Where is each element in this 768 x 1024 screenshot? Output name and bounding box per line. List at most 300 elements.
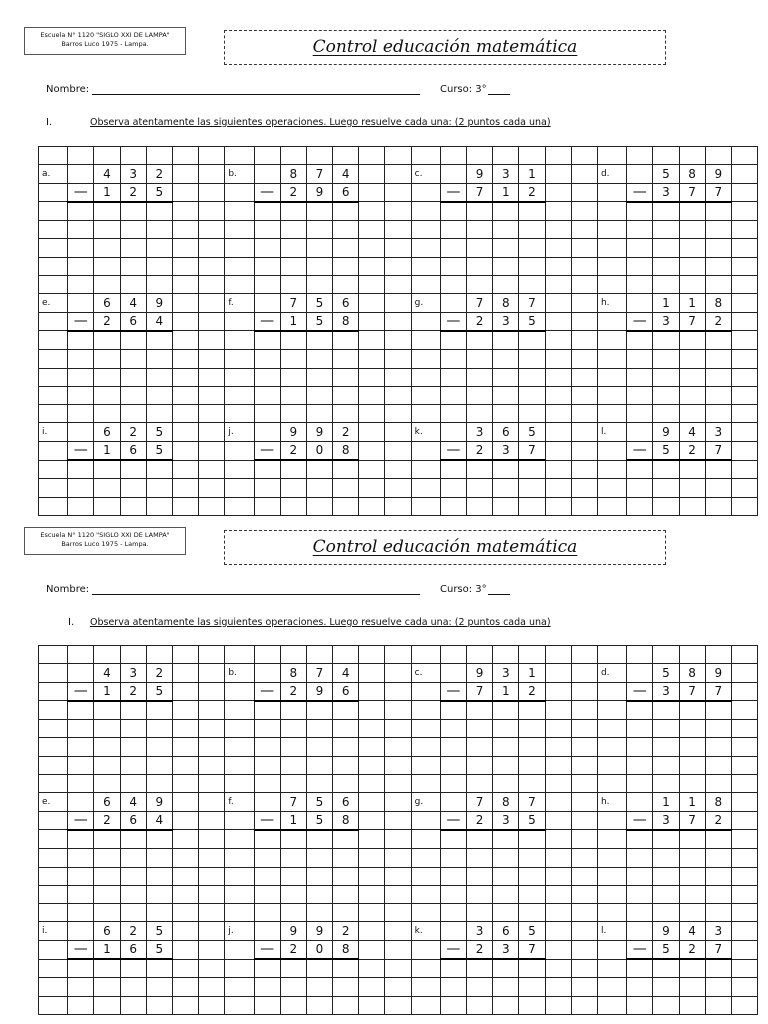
grid-cell[interactable] — [705, 239, 731, 257]
grid-cell[interactable] — [94, 147, 120, 165]
grid-cell[interactable] — [679, 221, 705, 239]
curso-field[interactable] — [488, 94, 510, 95]
grid-cell[interactable] — [440, 221, 466, 239]
grid-cell[interactable] — [679, 996, 705, 1014]
grid-cell[interactable] — [359, 479, 385, 497]
grid-cell[interactable] — [68, 386, 94, 404]
grid-cell[interactable] — [545, 885, 571, 903]
grid-cell[interactable] — [571, 460, 597, 479]
grid-cell[interactable] — [519, 147, 545, 165]
grid-cell[interactable] — [571, 183, 597, 202]
grid-cell[interactable] — [333, 830, 359, 849]
grid-cell[interactable] — [199, 664, 225, 682]
grid-cell[interactable] — [467, 867, 493, 885]
grid-cell[interactable] — [120, 460, 146, 479]
grid-cell[interactable] — [280, 701, 306, 720]
grid-cell[interactable] — [653, 720, 679, 738]
grid-cell[interactable] — [120, 775, 146, 793]
grid-cell[interactable] — [571, 350, 597, 368]
grid-cell[interactable] — [385, 479, 411, 497]
grid-cell[interactable] — [679, 276, 705, 294]
grid-cell[interactable] — [493, 460, 519, 479]
grid-cell[interactable] — [254, 775, 280, 793]
grid-cell[interactable] — [359, 664, 385, 682]
grid-cell[interactable] — [385, 257, 411, 275]
grid-cell[interactable] — [545, 423, 571, 441]
grid-cell[interactable] — [359, 331, 385, 350]
grid-cell[interactable] — [199, 312, 225, 331]
grid-cell[interactable] — [597, 775, 626, 793]
grid-cell[interactable] — [120, 239, 146, 257]
grid-cell[interactable] — [731, 221, 757, 239]
grid-cell[interactable] — [705, 996, 731, 1014]
grid-cell[interactable] — [545, 793, 571, 811]
grid-cell[interactable] — [199, 922, 225, 940]
grid-cell[interactable] — [571, 996, 597, 1014]
grid-cell[interactable] — [94, 756, 120, 774]
grid-cell[interactable] — [653, 756, 679, 774]
grid-cell[interactable] — [120, 221, 146, 239]
grid-cell[interactable] — [199, 405, 225, 423]
grid-cell[interactable] — [597, 312, 626, 331]
grid-cell[interactable] — [39, 682, 68, 701]
grid-cell[interactable] — [545, 867, 571, 885]
grid-cell[interactable] — [146, 276, 172, 294]
grid-cell[interactable] — [120, 202, 146, 221]
grid-cell[interactable] — [597, 331, 626, 350]
grid-cell[interactable] — [359, 221, 385, 239]
grid-cell[interactable] — [679, 756, 705, 774]
grid-cell[interactable] — [172, 276, 198, 294]
grid-cell[interactable] — [120, 885, 146, 903]
grid-cell[interactable] — [705, 978, 731, 996]
grid-cell[interactable] — [172, 682, 198, 701]
grid-cell[interactable] — [440, 239, 466, 257]
grid-cell[interactable] — [254, 350, 280, 368]
grid-cell[interactable] — [411, 720, 440, 738]
grid-cell[interactable] — [94, 202, 120, 221]
grid-cell[interactable] — [731, 331, 757, 350]
grid-cell[interactable] — [359, 978, 385, 996]
grid-cell[interactable] — [519, 849, 545, 867]
grid-cell[interactable] — [225, 867, 254, 885]
grid-cell[interactable] — [68, 959, 94, 978]
grid-cell[interactable] — [731, 701, 757, 720]
grid-cell[interactable] — [120, 720, 146, 738]
grid-cell[interactable] — [493, 405, 519, 423]
grid-cell[interactable] — [653, 701, 679, 720]
grid-cell[interactable] — [39, 996, 68, 1014]
grid-cell[interactable] — [385, 922, 411, 940]
grid-cell[interactable] — [653, 350, 679, 368]
grid-cell[interactable] — [359, 959, 385, 978]
grid-cell[interactable] — [199, 940, 225, 959]
grid-cell[interactable] — [440, 959, 466, 978]
grid-cell[interactable] — [493, 479, 519, 497]
grid-cell[interactable] — [120, 830, 146, 849]
grid-cell[interactable] — [493, 775, 519, 793]
grid-cell[interactable] — [172, 996, 198, 1014]
grid-cell[interactable] — [411, 276, 440, 294]
grid-cell[interactable] — [94, 775, 120, 793]
grid-cell[interactable] — [627, 756, 653, 774]
grid-cell[interactable] — [359, 940, 385, 959]
grid-cell[interactable] — [68, 294, 94, 312]
grid-cell[interactable] — [254, 460, 280, 479]
grid-cell[interactable] — [467, 978, 493, 996]
grid-cell[interactable] — [679, 479, 705, 497]
grid-cell[interactable] — [679, 849, 705, 867]
grid-cell[interactable] — [94, 738, 120, 756]
grid-cell[interactable] — [39, 959, 68, 978]
grid-cell[interactable] — [146, 720, 172, 738]
grid-cell[interactable] — [493, 239, 519, 257]
grid-cell[interactable] — [199, 775, 225, 793]
grid-cell[interactable] — [146, 221, 172, 239]
grid-cell[interactable] — [68, 922, 94, 940]
grid-cell[interactable] — [385, 165, 411, 183]
grid-cell[interactable] — [385, 756, 411, 774]
grid-cell[interactable] — [627, 479, 653, 497]
grid-cell[interactable] — [679, 959, 705, 978]
grid-cell[interactable] — [519, 867, 545, 885]
grid-cell[interactable] — [731, 940, 757, 959]
grid-cell[interactable] — [254, 885, 280, 903]
grid-cell[interactable] — [571, 830, 597, 849]
grid-cell[interactable] — [679, 885, 705, 903]
grid-cell[interactable] — [731, 793, 757, 811]
grid-cell[interactable] — [653, 738, 679, 756]
grid-cell[interactable] — [679, 867, 705, 885]
grid-cell[interactable] — [280, 202, 306, 221]
grid-cell[interactable] — [440, 294, 466, 312]
grid-cell[interactable] — [39, 479, 68, 497]
grid-cell[interactable] — [39, 460, 68, 479]
grid-cell[interactable] — [225, 368, 254, 386]
grid-cell[interactable] — [68, 996, 94, 1014]
grid-cell[interactable] — [146, 331, 172, 350]
grid-cell[interactable] — [653, 221, 679, 239]
grid-cell[interactable] — [385, 202, 411, 221]
grid-cell[interactable] — [385, 368, 411, 386]
grid-cell[interactable] — [359, 756, 385, 774]
grid-cell[interactable] — [225, 183, 254, 202]
grid-cell[interactable] — [333, 460, 359, 479]
grid-cell[interactable] — [627, 368, 653, 386]
grid-cell[interactable] — [440, 479, 466, 497]
grid-cell[interactable] — [146, 147, 172, 165]
grid-cell[interactable] — [199, 867, 225, 885]
grid-cell[interactable] — [653, 239, 679, 257]
grid-cell[interactable] — [519, 257, 545, 275]
grid-cell[interactable] — [493, 202, 519, 221]
grid-cell[interactable] — [359, 682, 385, 701]
grid-cell[interactable] — [679, 386, 705, 404]
grid-cell[interactable] — [385, 423, 411, 441]
grid-cell[interactable] — [545, 479, 571, 497]
grid-cell[interactable] — [467, 460, 493, 479]
grid-cell[interactable] — [359, 405, 385, 423]
grid-cell[interactable] — [68, 867, 94, 885]
grid-cell[interactable] — [39, 386, 68, 404]
grid-cell[interactable] — [146, 646, 172, 664]
grid-cell[interactable] — [545, 441, 571, 460]
grid-cell[interactable] — [359, 441, 385, 460]
grid-cell[interactable] — [519, 646, 545, 664]
grid-cell[interactable] — [679, 701, 705, 720]
grid-cell[interactable] — [172, 479, 198, 497]
grid-cell[interactable] — [68, 793, 94, 811]
grid-cell[interactable] — [68, 368, 94, 386]
grid-cell[interactable] — [411, 775, 440, 793]
grid-cell[interactable] — [597, 147, 626, 165]
grid-cell[interactable] — [254, 147, 280, 165]
grid-cell[interactable] — [731, 720, 757, 738]
grid-cell[interactable] — [254, 257, 280, 275]
grid-cell[interactable] — [385, 830, 411, 849]
grid-cell[interactable] — [280, 257, 306, 275]
grid-cell[interactable] — [306, 350, 332, 368]
grid-cell[interactable] — [280, 867, 306, 885]
grid-cell[interactable] — [653, 775, 679, 793]
grid-cell[interactable] — [146, 257, 172, 275]
grid-cell[interactable] — [254, 867, 280, 885]
grid-cell[interactable] — [199, 202, 225, 221]
grid-cell[interactable] — [519, 978, 545, 996]
grid-cell[interactable] — [411, 867, 440, 885]
grid-cell[interactable] — [68, 460, 94, 479]
grid-cell[interactable] — [467, 720, 493, 738]
grid-cell[interactable] — [280, 775, 306, 793]
grid-cell[interactable] — [705, 147, 731, 165]
grid-cell[interactable] — [333, 738, 359, 756]
grid-cell[interactable] — [627, 904, 653, 922]
grid-cell[interactable] — [705, 221, 731, 239]
grid-cell[interactable] — [280, 959, 306, 978]
grid-cell[interactable] — [519, 830, 545, 849]
grid-cell[interactable] — [411, 405, 440, 423]
grid-cell[interactable] — [172, 460, 198, 479]
grid-cell[interactable] — [627, 331, 653, 350]
grid-cell[interactable] — [440, 720, 466, 738]
grid-cell[interactable] — [225, 720, 254, 738]
grid-cell[interactable] — [146, 978, 172, 996]
grid-cell[interactable] — [333, 202, 359, 221]
grid-cell[interactable] — [411, 183, 440, 202]
grid-cell[interactable] — [731, 922, 757, 940]
grid-cell[interactable] — [306, 738, 332, 756]
grid-cell[interactable] — [146, 959, 172, 978]
grid-cell[interactable] — [225, 350, 254, 368]
grid-cell[interactable] — [467, 386, 493, 404]
grid-cell[interactable] — [627, 849, 653, 867]
grid-cell[interactable] — [731, 312, 757, 331]
grid-cell[interactable] — [68, 423, 94, 441]
grid-cell[interactable] — [545, 257, 571, 275]
grid-cell[interactable] — [385, 350, 411, 368]
grid-cell[interactable] — [172, 239, 198, 257]
grid-cell[interactable] — [172, 978, 198, 996]
grid-cell[interactable] — [411, 959, 440, 978]
grid-cell[interactable] — [146, 830, 172, 849]
grid-cell[interactable] — [120, 331, 146, 350]
grid-cell[interactable] — [120, 996, 146, 1014]
grid-cell[interactable] — [597, 701, 626, 720]
grid-cell[interactable] — [411, 239, 440, 257]
grid-cell[interactable] — [597, 885, 626, 903]
grid-cell[interactable] — [440, 331, 466, 350]
grid-cell[interactable] — [571, 682, 597, 701]
grid-cell[interactable] — [199, 165, 225, 183]
grid-cell[interactable] — [68, 720, 94, 738]
grid-cell[interactable] — [172, 922, 198, 940]
grid-cell[interactable] — [571, 959, 597, 978]
grid-cell[interactable] — [359, 646, 385, 664]
grid-cell[interactable] — [519, 276, 545, 294]
grid-cell[interactable] — [199, 996, 225, 1014]
grid-cell[interactable] — [199, 646, 225, 664]
grid-cell[interactable] — [359, 312, 385, 331]
grid-cell[interactable] — [225, 996, 254, 1014]
grid-cell[interactable] — [225, 978, 254, 996]
grid-cell[interactable] — [280, 460, 306, 479]
grid-cell[interactable] — [627, 664, 653, 682]
grid-cell[interactable] — [440, 276, 466, 294]
grid-cell[interactable] — [571, 885, 597, 903]
grid-cell[interactable] — [120, 867, 146, 885]
grid-cell[interactable] — [519, 386, 545, 404]
grid-cell[interactable] — [731, 386, 757, 404]
grid-cell[interactable] — [39, 720, 68, 738]
grid-cell[interactable] — [94, 405, 120, 423]
grid-cell[interactable] — [385, 775, 411, 793]
grid-cell[interactable] — [120, 738, 146, 756]
grid-cell[interactable] — [359, 811, 385, 830]
grid-cell[interactable] — [94, 849, 120, 867]
grid-cell[interactable] — [705, 350, 731, 368]
grid-cell[interactable] — [627, 294, 653, 312]
grid-cell[interactable] — [679, 646, 705, 664]
grid-cell[interactable] — [519, 775, 545, 793]
grid-cell[interactable] — [679, 405, 705, 423]
grid-cell[interactable] — [39, 646, 68, 664]
grid-cell[interactable] — [94, 239, 120, 257]
grid-cell[interactable] — [94, 276, 120, 294]
grid-cell[interactable] — [333, 350, 359, 368]
grid-cell[interactable] — [519, 460, 545, 479]
grid-cell[interactable] — [199, 441, 225, 460]
grid-cell[interactable] — [571, 646, 597, 664]
grid-cell[interactable] — [225, 147, 254, 165]
grid-cell[interactable] — [571, 978, 597, 996]
grid-cell[interactable] — [280, 221, 306, 239]
grid-cell[interactable] — [440, 646, 466, 664]
grid-cell[interactable] — [731, 350, 757, 368]
grid-cell[interactable] — [385, 978, 411, 996]
grid-cell[interactable] — [359, 386, 385, 404]
grid-cell[interactable] — [705, 720, 731, 738]
grid-cell[interactable] — [411, 738, 440, 756]
grid-cell[interactable] — [411, 849, 440, 867]
grid-cell[interactable] — [597, 221, 626, 239]
grid-cell[interactable] — [627, 701, 653, 720]
grid-cell[interactable] — [199, 239, 225, 257]
grid-cell[interactable] — [411, 460, 440, 479]
grid-cell[interactable] — [280, 276, 306, 294]
grid-cell[interactable] — [39, 441, 68, 460]
grid-cell[interactable] — [597, 239, 626, 257]
grid-cell[interactable] — [172, 940, 198, 959]
grid-cell[interactable] — [571, 257, 597, 275]
grid-cell[interactable] — [493, 885, 519, 903]
grid-cell[interactable] — [545, 331, 571, 350]
grid-cell[interactable] — [199, 885, 225, 903]
grid-cell[interactable] — [254, 793, 280, 811]
grid-cell[interactable] — [120, 849, 146, 867]
grid-cell[interactable] — [519, 331, 545, 350]
grid-cell[interactable] — [146, 849, 172, 867]
grid-cell[interactable] — [225, 386, 254, 404]
grid-cell[interactable] — [705, 368, 731, 386]
grid-cell[interactable] — [597, 276, 626, 294]
grid-cell[interactable] — [333, 331, 359, 350]
grid-cell[interactable] — [333, 276, 359, 294]
grid-cell[interactable] — [94, 959, 120, 978]
grid-cell[interactable] — [120, 479, 146, 497]
grid-cell[interactable] — [94, 904, 120, 922]
grid-cell[interactable] — [627, 867, 653, 885]
grid-cell[interactable] — [545, 165, 571, 183]
grid-cell[interactable] — [545, 405, 571, 423]
grid-cell[interactable] — [68, 165, 94, 183]
grid-cell[interactable] — [172, 775, 198, 793]
grid-cell[interactable] — [68, 239, 94, 257]
grid-cell[interactable] — [411, 682, 440, 701]
grid-cell[interactable] — [679, 904, 705, 922]
grid-cell[interactable] — [146, 996, 172, 1014]
grid-cell[interactable] — [731, 368, 757, 386]
grid-cell[interactable] — [254, 294, 280, 312]
grid-cell[interactable] — [68, 701, 94, 720]
grid-cell[interactable] — [493, 849, 519, 867]
grid-cell[interactable] — [440, 996, 466, 1014]
grid-cell[interactable] — [519, 738, 545, 756]
grid-cell[interactable] — [597, 738, 626, 756]
grid-cell[interactable] — [199, 350, 225, 368]
grid-cell[interactable] — [519, 368, 545, 386]
grid-cell[interactable] — [571, 423, 597, 441]
grid-cell[interactable] — [146, 885, 172, 903]
grid-cell[interactable] — [94, 885, 120, 903]
grid-cell[interactable] — [385, 959, 411, 978]
grid-cell[interactable] — [359, 885, 385, 903]
grid-cell[interactable] — [411, 940, 440, 959]
grid-cell[interactable] — [146, 460, 172, 479]
grid-cell[interactable] — [411, 350, 440, 368]
grid-cell[interactable] — [68, 885, 94, 903]
grid-cell[interactable] — [627, 720, 653, 738]
grid-cell[interactable] — [545, 830, 571, 849]
grid-cell[interactable] — [519, 701, 545, 720]
grid-cell[interactable] — [333, 849, 359, 867]
grid-cell[interactable] — [545, 221, 571, 239]
grid-cell[interactable] — [440, 738, 466, 756]
grid-cell[interactable] — [597, 682, 626, 701]
grid-cell[interactable] — [571, 940, 597, 959]
grid-cell[interactable] — [731, 830, 757, 849]
grid-cell[interactable] — [39, 405, 68, 423]
grid-cell[interactable] — [440, 202, 466, 221]
